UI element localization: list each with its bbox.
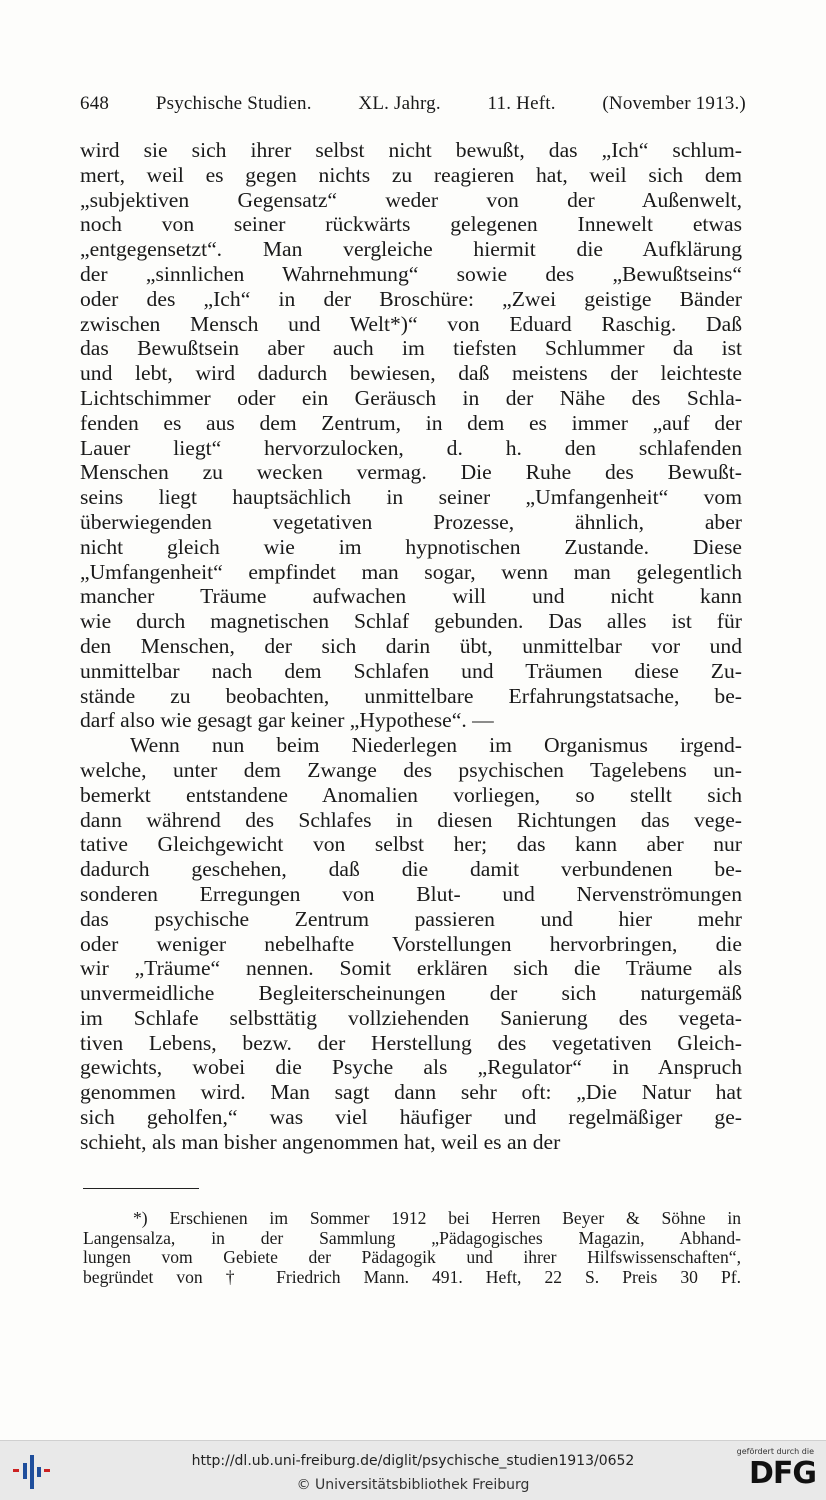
text-line: seins liegt hauptsächlich in seiner „Umfangenheit“ vom: [80, 485, 742, 510]
text-line: zwischen Mensch und Welt*)“ von Eduard Raschig. Daß: [80, 311, 742, 336]
dfg-logo: DFG: [748, 1456, 816, 1491]
text-line: Lauer liegt“ hervorzulocken, d. h. den schlafenden: [80, 435, 742, 460]
text-line: wie durch magnetischen Schlaf gebunden. Das alles ist für: [80, 609, 742, 634]
text-line: welche, unter dem Zwange des psychischen Tagelebens un-: [80, 757, 742, 782]
text-line: genommen wird. Man sagt dann sehr oft: „Die Natur hat: [80, 1080, 742, 1105]
footnote-line: *) Erschienen im Sommer 1912 bei Herren Beyer & Söhne in: [133, 1208, 741, 1228]
footnote-divider: [83, 1188, 199, 1189]
text-line: „subjektiven Gegensatz“ weder von der Außenwelt,: [80, 187, 742, 212]
footnote: [83, 1209, 741, 1287]
text-line: „Umfangenheit“ empfindet man sogar, wenn man gelegentlich: [80, 559, 742, 584]
text-line: tative Gleichgewicht von selbst her; das kann aber nur: [80, 832, 742, 857]
text-line: den Menschen, der sich darin übt, unmittelbar vor und: [80, 633, 742, 658]
issue-date: (November 1913.): [602, 93, 746, 114]
text-line: stände zu beobachten, unmittelbare Erfahrungstatsache, be-: [80, 683, 742, 708]
text-line: mert, weil es gegen nichts zu reagieren hat, weil sich dem: [80, 162, 742, 187]
text-line: oder des „Ich“ in der Broschüre: „Zwei geistige Bänder: [80, 286, 742, 311]
text-line: Wenn nun beim Niederlegen im Organismus irgend-: [130, 733, 742, 758]
text-line: „entgegensetzt“. Man vergleiche hiermit die Aufklärung: [80, 237, 742, 262]
text-line: wird sie sich ihrer selbst nicht bewußt, das „Ich“ schlum-: [80, 138, 742, 162]
text-line: nicht gleich wie im hypnotischen Zustande. Diese: [80, 534, 742, 559]
text-line: das psychische Zentrum passieren und hier mehr: [80, 906, 742, 931]
text-line: unvermeidliche Begleiterscheinungen der sich naturgemäß: [80, 981, 742, 1006]
text-line: Lichtschimmer oder ein Geräusch in der Nähe des Schla-: [80, 385, 742, 410]
journal-title: Psychische Studien.: [155, 93, 312, 114]
text-line: und lebt, wird dadurch bewiesen, daß meistens der leichteste: [80, 361, 742, 386]
text-line: sonderen Erregungen von Blut- und Nervenströmungen: [80, 881, 742, 906]
issue: 11. Heft.: [487, 93, 556, 114]
dfg-caption: gefördert durch die: [736, 1447, 814, 1456]
page-number: 648: [80, 93, 110, 114]
text-line: tiven Lebens, bezw. der Herstellung des vegetativen Gleich-: [80, 1030, 742, 1055]
volume: XL. Jahrg.: [358, 93, 441, 114]
text-line: dann während des Schlafes in diesen Richtungen das vege-: [80, 807, 742, 832]
text-line: im Schlafe selbsttätig vollziehenden Sanierung des vegeta-: [80, 1005, 742, 1030]
text-line: oder weniger nebelhafte Vorstellungen hervorbringen, die: [80, 931, 742, 956]
footnote-line: lungen vom Gebiete der Pädagogik und ihrer Hilfswissenschaften“,: [83, 1247, 741, 1267]
text-line: noch von seiner rückwärts gelegenen Innewelt etwas: [80, 212, 742, 237]
text-line: darf also wie gesagt gar keiner „Hypothese“. —: [80, 708, 494, 733]
permalink-url[interactable]: http://dl.ub.uni-freiburg.de/diglit/psychische_studien1913/0652: [191, 1453, 635, 1469]
text-line: gewichts, wobei die Psyche als „Regulator“ in Anspruch: [80, 1055, 742, 1080]
footnote-line: Langensalza, in der Sammlung „Pädagogisches Magazin, Abhand-: [83, 1227, 741, 1248]
text-line: fenden es aus dem Zentrum, in dem es immer „auf der: [80, 410, 742, 435]
body-text: [80, 138, 742, 1155]
text-line: überwiegenden vegetativen Prozesse, ähnlich, aber: [80, 509, 742, 534]
text-line: mancher Träume aufwachen will und nicht kann: [80, 584, 742, 609]
text-line: das Bewußtsein aber auch im tiefsten Schlummer da ist: [80, 336, 742, 361]
text-line: Menschen zu wecken vermag. Die Ruhe des Bewußt-: [80, 460, 742, 485]
text-line: schieht, als man bisher angenommen hat, weil es an der: [80, 1129, 561, 1154]
text-line: bemerkt entstandene Anomalien vorliegen, so stellt sich: [80, 782, 742, 807]
text-line: unmittelbar nach dem Schlafen und Träumen diese Zu-: [80, 658, 742, 683]
text-line: dadurch geschehen, daß die damit verbundenen be-: [80, 857, 742, 882]
footnote-line: begründet von † Friedrich Mann. 491. Heft, 22 S. Preis 30 Pf.: [83, 1266, 741, 1287]
viewer-footer-bar: [0, 1440, 826, 1500]
running-header: [80, 93, 746, 115]
text-line: der „sinnlichen Wahrnehmung“ sowie des „Bewußtseins“: [80, 261, 742, 286]
text-line: wir „Träume“ nennen. Somit erklären sich die Träume als: [80, 956, 742, 981]
copyright-notice: © Universitätsbibliothek Freiburg: [296, 1477, 530, 1493]
text-line: sich geholfen,“ was viel häufiger und regelmäßiger ge-: [80, 1105, 742, 1130]
